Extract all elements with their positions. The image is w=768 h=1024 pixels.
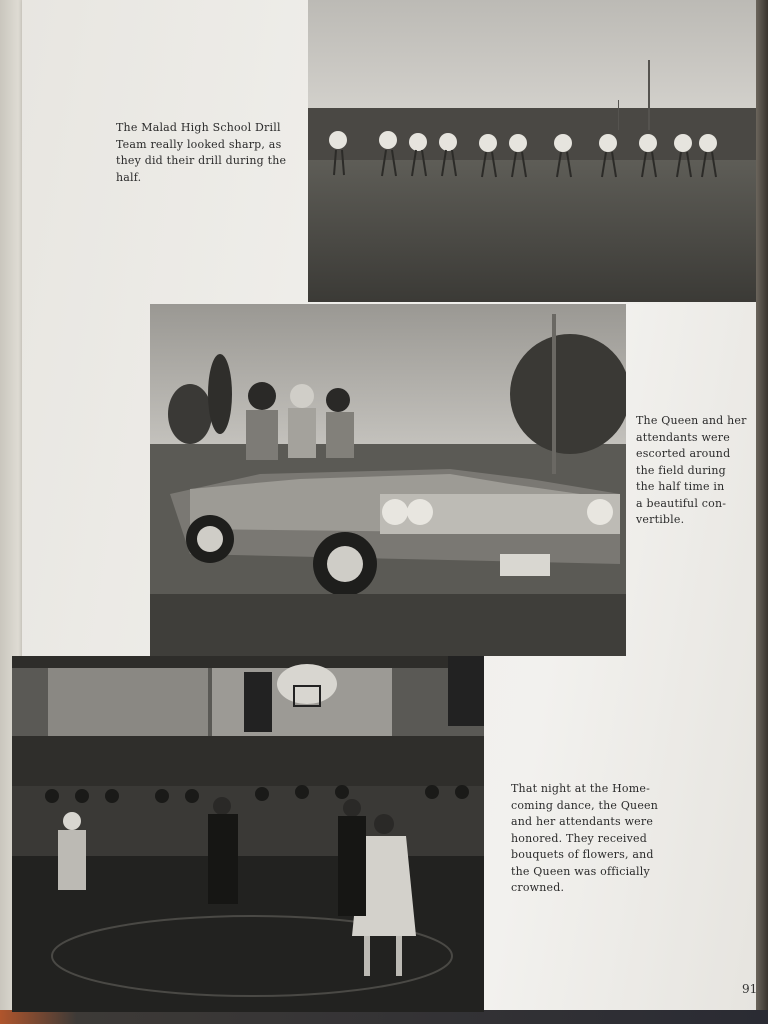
caption-line: honored. They received <box>511 831 647 845</box>
caption-line: the field during <box>636 463 726 477</box>
drill-team-photo <box>308 0 756 302</box>
table-surface <box>0 1010 768 1024</box>
caption-line: they did their drill during the <box>116 154 287 167</box>
caption-line: a beautiful con- <box>636 496 727 510</box>
caption-line: coming dance, the Queen <box>511 798 659 812</box>
caption-queen-car <box>636 413 754 529</box>
caption-line: That night at the Home- <box>511 782 651 795</box>
homecoming-dance-photo <box>12 656 484 1012</box>
page-number: 91 <box>742 982 758 996</box>
dance-image <box>12 656 484 1012</box>
caption-line: The Malad High School Drill <box>116 121 281 134</box>
drill-team-image <box>308 0 756 302</box>
caption-line: The Queen and her <box>636 414 747 427</box>
caption-line: crowned. <box>511 881 565 894</box>
caption-dance <box>511 781 681 897</box>
caption-line: half. <box>116 170 142 184</box>
caption-drill-team <box>116 120 291 186</box>
caption-line: attendants were <box>636 430 730 444</box>
caption-line: escorted around <box>636 447 731 460</box>
caption-line: the half time in <box>636 480 725 493</box>
caption-line: the Queen was officially <box>511 864 650 878</box>
caption-line: vertible. <box>636 513 685 526</box>
book-edge <box>756 0 768 1024</box>
caption-line: bouquets of flowers, and <box>511 848 654 861</box>
caption-line: Team really looked sharp, as <box>116 137 282 151</box>
convertible-photo <box>150 304 626 656</box>
caption-line: and her attendants were <box>511 815 654 828</box>
convertible-image <box>150 304 626 656</box>
